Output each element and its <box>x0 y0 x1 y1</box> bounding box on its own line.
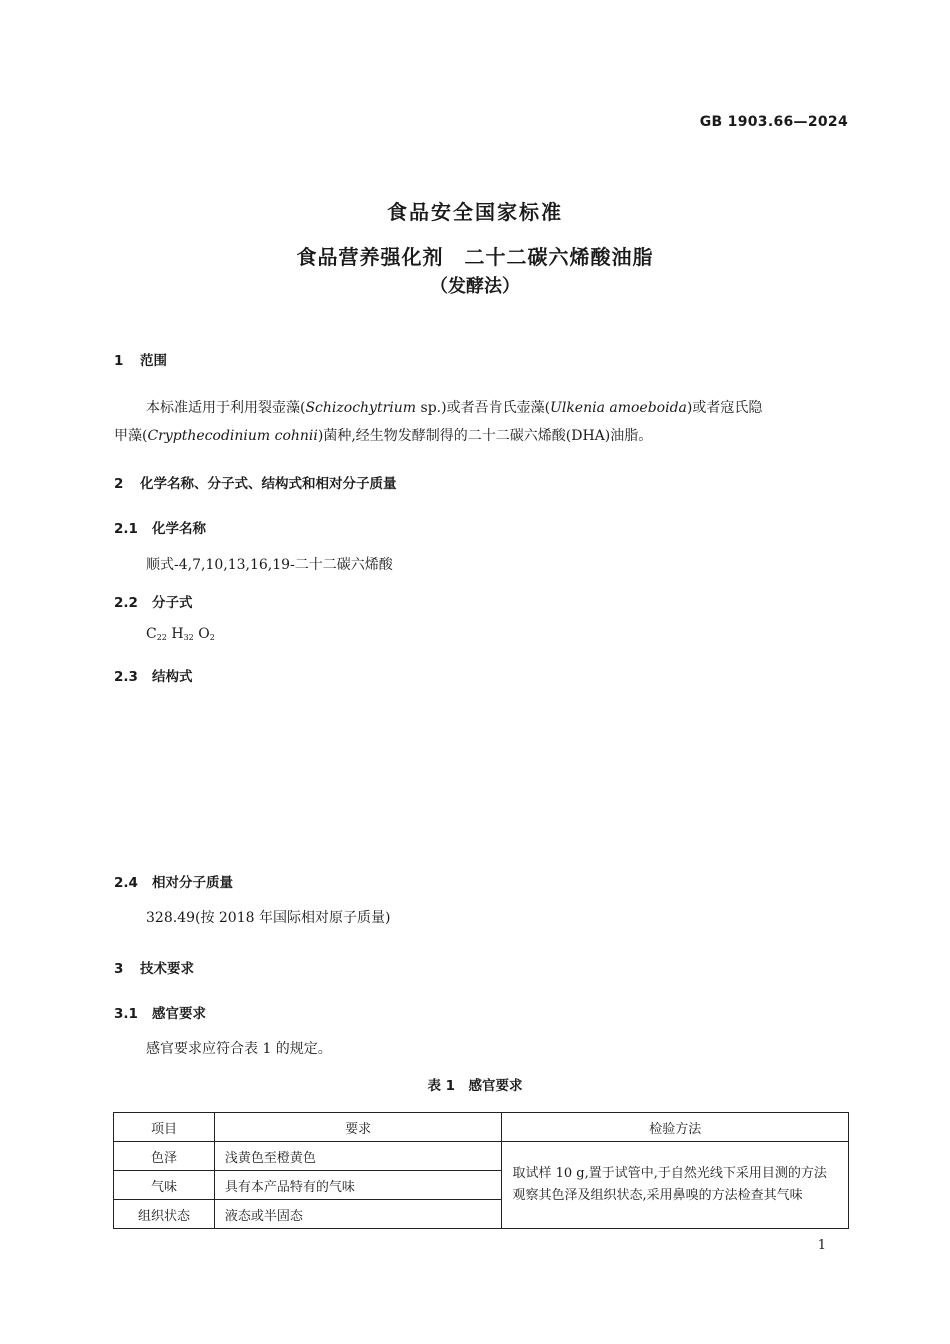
section-title: 范围 <box>140 353 167 369</box>
sensory-requirements-table <box>113 1112 849 1229</box>
section-number: 1 <box>114 353 124 369</box>
section-2-3-heading <box>114 665 193 685</box>
sensory-requirement-text: 感官要求应符合表 1 的规定。 <box>146 1041 332 1057</box>
section-title: 分子式 <box>152 595 193 611</box>
standard-code: GB 1903.66—2024 <box>699 114 848 130</box>
table-cell-requirement: 具有本产品特有的气味 <box>214 1171 502 1200</box>
document-subtitle: 食品营养强化剂 二十二碳六烯酸油脂 <box>296 245 654 269</box>
molecular-formula <box>146 626 215 642</box>
chemical-name: 顺式-4,7,10,13,16,19-二十二碳六烯酸 <box>146 557 393 573</box>
section-2-1-heading <box>114 517 206 537</box>
section-number: 2.4 <box>114 875 138 891</box>
table-cell-method: 取试样 10 g,置于试管中,于自然光线下采用目测的方法观察其色泽及组织状态,采用鼻嗅的方法检查其气味 <box>502 1142 849 1229</box>
table-header-row <box>114 1113 849 1142</box>
table-cell-requirement: 浅黄色至橙黄色 <box>214 1142 502 1171</box>
section-title: 感官要求 <box>152 1006 206 1022</box>
scope-text: 本标准适用于利用裂壶藻( <box>146 400 306 416</box>
element-count: 32 <box>183 633 194 642</box>
element-symbol: C <box>146 626 157 642</box>
table-caption: 表 1 感官要求 <box>427 1078 523 1094</box>
species-name: Ulkenia amoeboida <box>550 400 687 416</box>
scope-paragraph-line-1 <box>146 394 856 422</box>
element-symbol: H <box>171 626 184 642</box>
section-number: 3 <box>114 961 124 977</box>
species-name: Crypthecodinium cohnii <box>147 428 318 444</box>
section-3-heading <box>114 957 194 977</box>
table-cell-item: 气味 <box>114 1171 215 1200</box>
section-number: 2.3 <box>114 669 138 685</box>
section-title: 化学名称、分子式、结构式和相对分子质量 <box>140 476 397 492</box>
table-row <box>114 1142 849 1171</box>
table-cell-requirement: 液态或半固态 <box>214 1200 502 1229</box>
element-symbol: O <box>198 626 210 642</box>
section-title: 化学名称 <box>152 521 206 537</box>
table-cell-item: 组织状态 <box>114 1200 215 1229</box>
section-number: 2.2 <box>114 595 138 611</box>
section-number: 3.1 <box>114 1006 138 1022</box>
species-name: Schizochytrium <box>305 400 417 416</box>
section-2-heading <box>114 472 397 492</box>
page-number: 1 <box>817 1238 826 1253</box>
section-2-4-heading <box>114 871 233 891</box>
scope-text: )或者寇氏隐 <box>686 400 763 416</box>
column-header: 项目 <box>114 1113 215 1142</box>
document-title: 食品安全国家标准 <box>387 200 563 224</box>
scope-text: )菌种,经生物发酵制得的二十二碳六烯酸(DHA)油脂。 <box>317 428 653 444</box>
element-count: 2 <box>209 633 215 642</box>
section-title: 相对分子质量 <box>152 875 233 891</box>
section-title: 技术要求 <box>140 961 194 977</box>
section-title: 结构式 <box>152 669 193 685</box>
section-2-2-heading <box>114 591 193 611</box>
section-number: 2.1 <box>114 521 138 537</box>
section-number: 2 <box>114 476 124 492</box>
document-subtitle-method: （发酵法） <box>430 276 520 297</box>
scope-paragraph-line-2 <box>114 422 652 450</box>
molecular-mass: 328.49(按 2018 年国际相对原子质量) <box>146 910 391 926</box>
column-header: 要求 <box>214 1113 502 1142</box>
element-count: 22 <box>156 633 167 642</box>
section-3-1-heading <box>114 1002 206 1022</box>
section-1-heading <box>114 349 167 369</box>
table-cell-item: 色泽 <box>114 1142 215 1171</box>
column-header: 检验方法 <box>502 1113 849 1142</box>
scope-text: 甲藻( <box>114 428 148 444</box>
scope-text: sp.)或者吾肯氏壶藻( <box>416 400 551 416</box>
